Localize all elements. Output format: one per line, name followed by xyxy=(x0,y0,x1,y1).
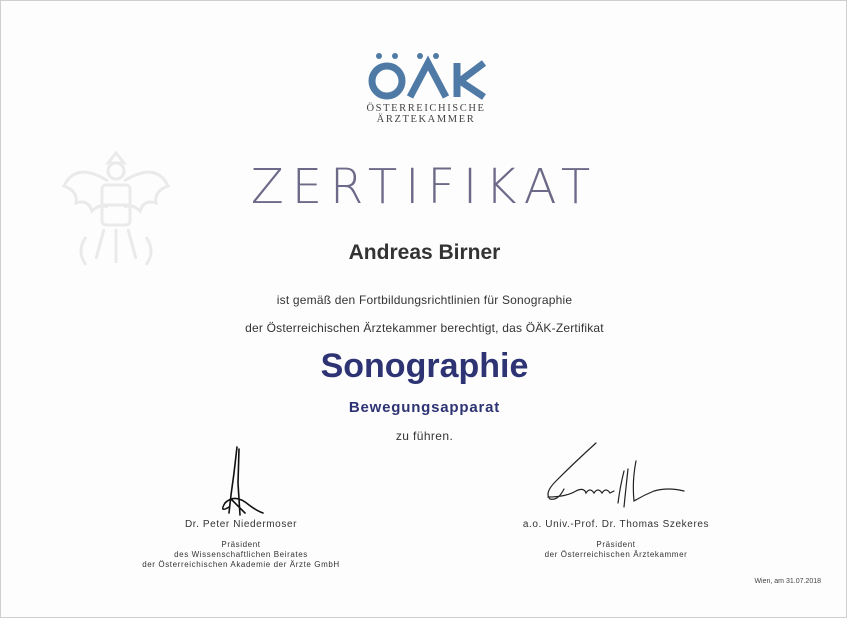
signer-right-role-2: der Österreichischen Ärztekammer xyxy=(544,550,688,559)
recipient-name: Andreas Birner xyxy=(348,241,501,264)
issue-date: Wien, am 31.07.2018 xyxy=(754,578,821,585)
signer-left xyxy=(121,519,361,570)
signer-left-role-1: Präsident xyxy=(221,540,261,549)
certificate-text-line-2: der Österreichischen Ärztekammer berechtigt, das ÖÄK-Zertifikat xyxy=(245,321,604,335)
signer-right xyxy=(496,519,736,560)
signature-szekeres xyxy=(536,441,696,516)
signature-niedermoser xyxy=(201,443,271,518)
signer-left-role-2: des Wissenschaftlichen Beirates xyxy=(174,550,308,559)
signer-right-role-1: Präsident xyxy=(596,540,636,549)
signer-left-role-3: der Österreichischen Akademie der Ärzte GmbH xyxy=(142,560,340,569)
certificate-title: ZERTIFIKAT xyxy=(250,159,599,215)
oeak-logo xyxy=(361,51,491,131)
certificate-text-line-1: ist gemäß den Fortbildungsrichtlinien für Sonographie xyxy=(276,293,573,307)
signer-left-name: Dr. Peter Niedermoser xyxy=(184,519,298,530)
certificate-subsubject: Bewegungsapparat xyxy=(348,399,501,416)
certificate-subject: Sonographie xyxy=(320,347,529,385)
oeak-logo-mark xyxy=(365,51,487,103)
signer-right-name: a.o. Univ.-Prof. Dr. Thomas Szekeres xyxy=(522,519,710,530)
logo-line-1: ÖSTERREICHISCHE xyxy=(366,103,486,114)
logo-line-2: ÄRZTEKAMMER xyxy=(376,114,476,125)
certificate-closing: zu führen. xyxy=(395,429,454,443)
